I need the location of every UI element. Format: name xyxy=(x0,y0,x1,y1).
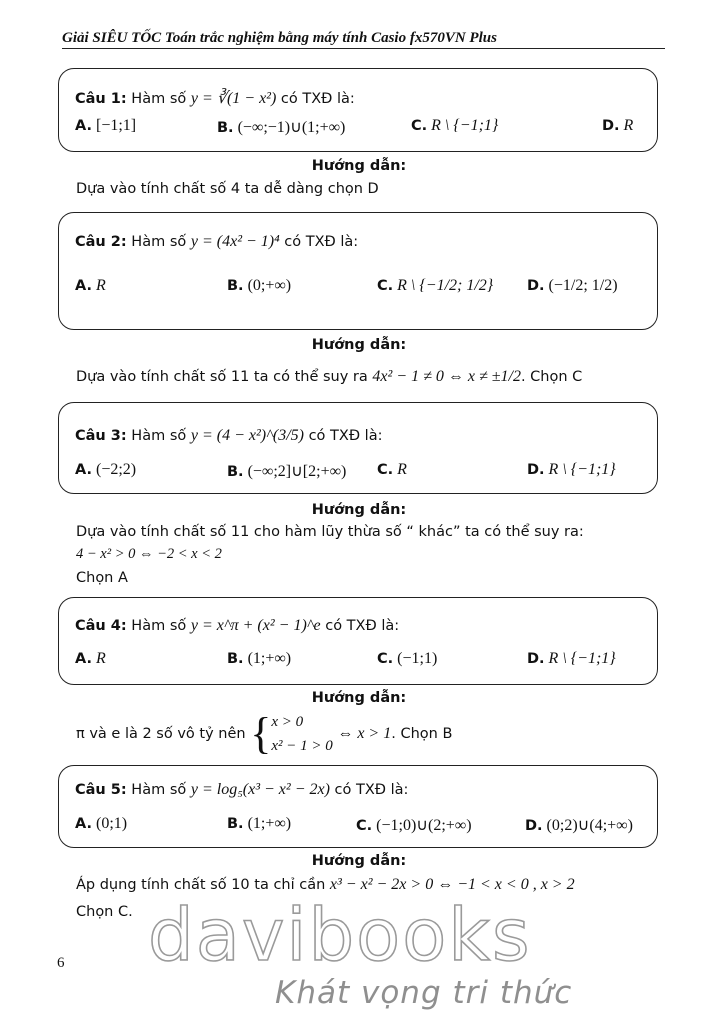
guide-heading-4: Hướng dẫn: xyxy=(311,690,407,706)
guide-heading-5: Hướng dẫn: xyxy=(311,853,407,869)
guide-text-5a: Áp dụng tính chất số 10 ta chỉ cần x³ − x² − 2x > 0 ⇔ −1 < x < 0 , x > 2 xyxy=(76,876,575,893)
stem-tail: có TXĐ là: xyxy=(325,618,400,634)
option-b: B. (−∞;−1)∪(1;+∞) xyxy=(217,119,346,136)
option-d: D. (−1/2; 1/2) xyxy=(527,277,618,294)
option-a: A. (−2;2) xyxy=(75,461,137,478)
guide-heading-1: Hướng dẫn: xyxy=(311,158,407,174)
option-c: C. R \ {−1;1} xyxy=(411,117,499,134)
question-label: Câu 1: xyxy=(75,91,127,107)
guide-expression: ⇔ x > 1 xyxy=(337,725,392,742)
question-4-box xyxy=(58,597,658,685)
option-d: D. R \ {−1;1} xyxy=(527,650,616,667)
option-a: A. R xyxy=(75,650,106,667)
option-b: B. (0;+∞) xyxy=(227,277,292,294)
guide-text-3c: Chọn A xyxy=(76,570,128,586)
function-expression: y = ∛(1 − x²) xyxy=(190,90,277,107)
option-d: D. (0;2)∪(4;+∞) xyxy=(525,817,633,834)
question-1-stem xyxy=(75,88,355,108)
function-expression: y = x^π + (x² − 1)^e xyxy=(190,617,321,634)
guide-expression: 4x² − 1 ≠ 0 ⇔ x ≠ ±1/2 xyxy=(372,368,521,385)
option-a: A. (0;1) xyxy=(75,815,128,832)
watermark-brand: davibooks xyxy=(148,893,532,977)
option-c: C. (−1;0)∪(2;+∞) xyxy=(356,817,472,834)
option-a: A. R xyxy=(75,277,106,294)
function-expression: y = (4 − x²)^(3/5) xyxy=(190,427,304,444)
guide-text-5b: Chọn C. xyxy=(76,904,133,920)
question-label: Câu 4: xyxy=(75,618,127,634)
guide-text-2: Dựa vào tính chất số 11 ta có thể suy ra 4x² − 1 ≠ 0 ⇔ x ≠ ±1/2. Chọn C xyxy=(76,368,583,385)
function-expression: y = log₅(x³ − x² − 2x) xyxy=(190,781,330,798)
guide-text-4: π và e là 2 số vô tỷ nên {x > 0 x² − 1 > 0 ⇔ x > 1. Chọn B xyxy=(76,709,453,758)
question-2-stem xyxy=(75,233,358,251)
stem-text: Hàm số xyxy=(131,234,187,250)
page-number: 6 xyxy=(57,955,65,971)
stem-text: Hàm số xyxy=(131,428,187,444)
option-b: B. (1;+∞) xyxy=(227,815,292,832)
question-label: Câu 3: xyxy=(75,428,127,444)
option-d: D. R xyxy=(602,117,634,134)
function-expression: y = (4x² − 1)⁴ xyxy=(190,233,280,250)
guide-heading-3: Hướng dẫn: xyxy=(311,502,407,518)
question-label: Câu 2: xyxy=(75,234,127,250)
guide-text-1: Dựa vào tính chất số 4 ta dễ dàng chọn D xyxy=(76,181,379,197)
question-3-box xyxy=(58,402,658,494)
guide-expression: x³ − x² − 2x > 0 ⇔ −1 < x < 0 , x > 2 xyxy=(329,876,575,893)
question-2-box xyxy=(58,212,658,330)
question-5-box xyxy=(58,765,658,848)
question-1-box xyxy=(58,68,658,152)
stem-text: Hàm số xyxy=(131,618,187,634)
question-label: Câu 5: xyxy=(75,782,127,798)
option-c: C. (−1;1) xyxy=(377,650,438,667)
option-c: C. R \ {−1/2; 1/2} xyxy=(377,277,494,294)
guide-text-3a: Dựa vào tính chất số 11 cho hàm lũy thừa số “ khác” ta có thể suy ra: xyxy=(76,524,584,540)
question-5-stem xyxy=(75,781,408,799)
stem-text: Hàm số xyxy=(131,782,187,798)
option-d: D. R \ {−1;1} xyxy=(527,461,616,478)
option-b: B. (−∞;2]∪[2;+∞) xyxy=(227,463,347,480)
guide-heading-2: Hướng dẫn: xyxy=(311,337,407,353)
option-a: A. [−1;1] xyxy=(75,117,137,134)
running-header: Giải SIÊU TỐC Toán trắc nghiệm bằng máy tính Casio fx570VN Plus xyxy=(62,30,665,49)
question-3-stem xyxy=(75,427,382,445)
watermark-slogan: Khát vọng tri thức xyxy=(275,975,573,1011)
question-4-stem xyxy=(75,617,399,635)
system-brace: { xyxy=(250,709,272,758)
option-b: B. (1;+∞) xyxy=(227,650,292,667)
inequality-system: x > 0 x² − 1 > 0 xyxy=(271,714,333,754)
stem-text: Hàm số xyxy=(131,91,187,107)
stem-tail: có TXĐ là: xyxy=(284,234,359,250)
stem-tail: có TXĐ là: xyxy=(280,91,355,107)
stem-tail: có TXĐ là: xyxy=(334,782,409,798)
stem-tail: có TXĐ là: xyxy=(308,428,383,444)
option-c: C. R xyxy=(377,461,407,478)
guide-text-3b: 4 − x² > 0 ⇔ −2 < x < 2 xyxy=(76,546,222,562)
